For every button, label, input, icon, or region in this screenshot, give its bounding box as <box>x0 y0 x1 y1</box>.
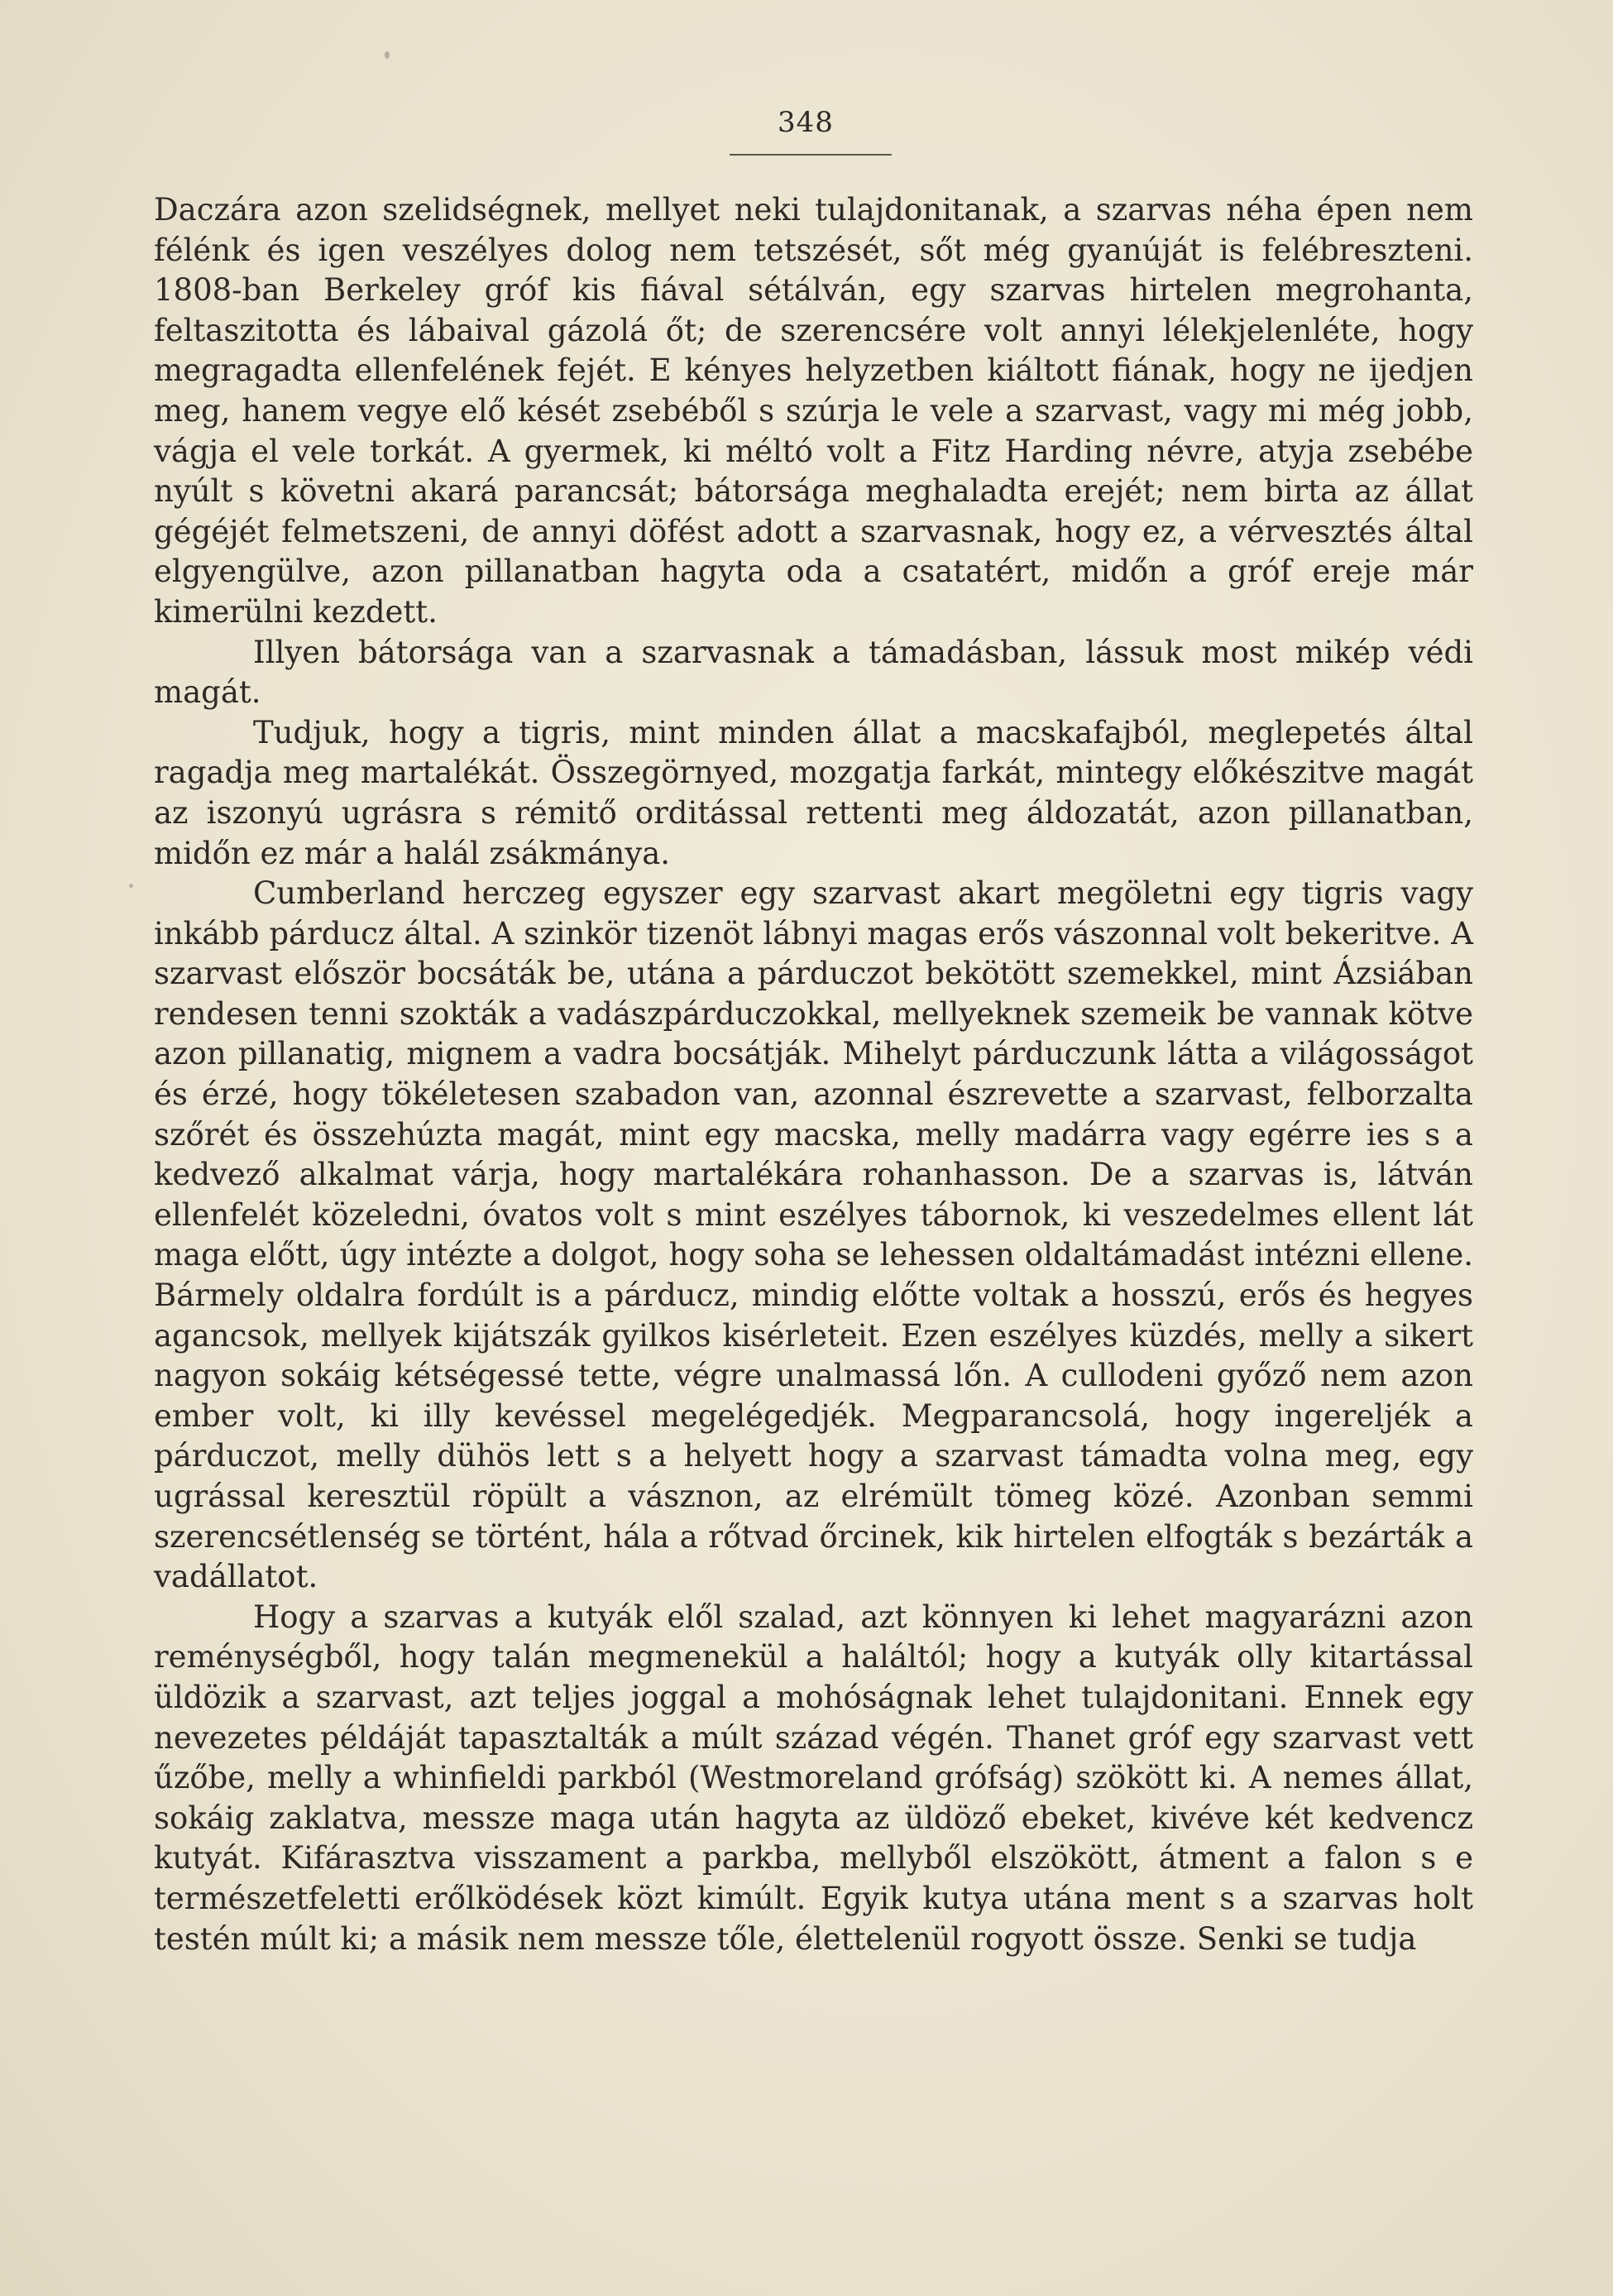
header-rule <box>730 154 892 156</box>
paragraph-bravery: Illyen bátorsága van a szarvasnak a támadásban, lássuk most mikép védi magát. <box>154 634 1473 711</box>
paragraph-cumberland: Cumberland herczeg egyszer egy szarvast akart megöletni egy tigris vagy inkább párducz által. A szinkör tizenöt lábnyi magas erős vászonnal volt bekeritve. A szarvast először bocsáták be, utána a párduczot bekötött szemekkel, mint Ázsiában rendesen tenni szokták a vadászpárduczokkal, mellyeknek szemeik be vannak kötve azon pillanatig, mignem a vadra bocsátják. Mihelyt párduczunk látta a világosságot és érzé, hogy tökéletesen szabadon van, azonnal észrevette a szarvast, felborzalta szőrét és összehúzta magát, mint egy macska, melly madárra vagy egérre ies s a kedvező alkalmat várja, hogy martalékára rohanhasson. De a szarvas is, látván ellenfelét közeledni, óvatos volt s mint eszélyes tábornok, ki veszedelmes ellent lát maga előtt, úgy intézte a dolgot, hogy soha se lehessen oldaltámadást intézni ellene. Bármely oldalra fordúlt is a párducz, mindig előtte voltak a hosszú, erős és hegyes agancsok, mellyek kijátszák gyilkos kisérleteit. Ezen eszélyes küzdés, melly a sikert nagyon sokáig kétségessé tette, végre unalmassá lőn. A cullodeni győző nem azon ember volt, ki illy kevéssel megelégedjék. Megparancsolá, hogy ingereljék a párduczot, melly dühös lett s a helyett hogy a szarvast támadta volna meg, egy ugrással keresztül röpült a vásznon, az elrémült tömeg közé. Azonban semmi szerencsétlenség se történt, hála a rőtvad őrcinek, kik hirtelen elfogták s bezárták a vadállatot. <box>154 875 1473 1595</box>
paper-speck <box>129 884 133 888</box>
page-number: 348 <box>778 106 834 139</box>
body-text <box>154 190 1473 1959</box>
paragraph-hounds: Hogy a szarvas a kutyák elől szalad, azt könnyen ki lehet magyarázni azon reménységből, hogy talán megmenekül a haláltól; hogy a kutyák olly kitartással üldözik a szarvast, azt teljes joggal a mohóságnak lehet tulajdonitani. Ennek egy nevezetes példáját tapasztalták a múlt század végén. Thanet gróf egy szarvast vett űzőbe, melly a whinfieldi parkból (Westmoreland grófság) szökött ki. A nemes állat, sokáig zaklatva, messze maga után hagyta az üldöző ebeket, kivéve két kedvencz kutyát. Kifárasztva visszament a parkba, mellyből elszökött, átment a falon s e természetfeletti erőlködések közt kimúlt. Egyik kutya utána ment s a szarvas holt testén múlt ki; a másik nem messze tőle, élettelenül rogyott össze. Senki se tudja <box>154 1599 1473 1957</box>
paragraph-berkeley: Daczára azon szelidségnek, mellyet neki tulajdonitanak, a szarvas néha épen nem félénk és igen veszélyes dolog nem tetszését, sőt még gyanúját is felébreszteni. 1808-ban Berkeley gróf kis fiával sétálván, egy szarvas hirtelen megrohanta, feltaszitotta és lábaival gázolá őt; de szerencsére volt annyi lélekjelenléte, hogy megragadta ellenfelének fejét. E kényes helyzetben kiáltott fiának, hogy ne ijedjen meg, hanem vegye elő kését zsebéből s szúrja le vele a szarvast, vagy mi még jobb, vágja el vele torkát. A gyermek, ki méltó volt a Fitz Harding névre, atyja zsebébe nyúlt s követni akará parancsát; bátorsága meghaladta erejét; nem birta az állat gégéjét felmetszeni, de annyi döfést adott a szarvasnak, hogy ez, a vérvesztés által elgyengülve, azon pillanatban hagyta oda a csatatért, midőn a gróf ereje már kimerülni kezdett. <box>154 192 1473 630</box>
paper-speck <box>385 51 390 59</box>
paragraph-tiger: Tudjuk, hogy a tigris, mint minden állat a macskafajból, meglepetés által ragadja meg martalékát. Összegörnyed, mozgatja farkát, mintegy előkészitve magát az iszonyú ugrásra s rémitő orditással rettenti meg áldozatát, azon pillanatban, midőn ez már a halál zsákmánya. <box>154 714 1473 871</box>
